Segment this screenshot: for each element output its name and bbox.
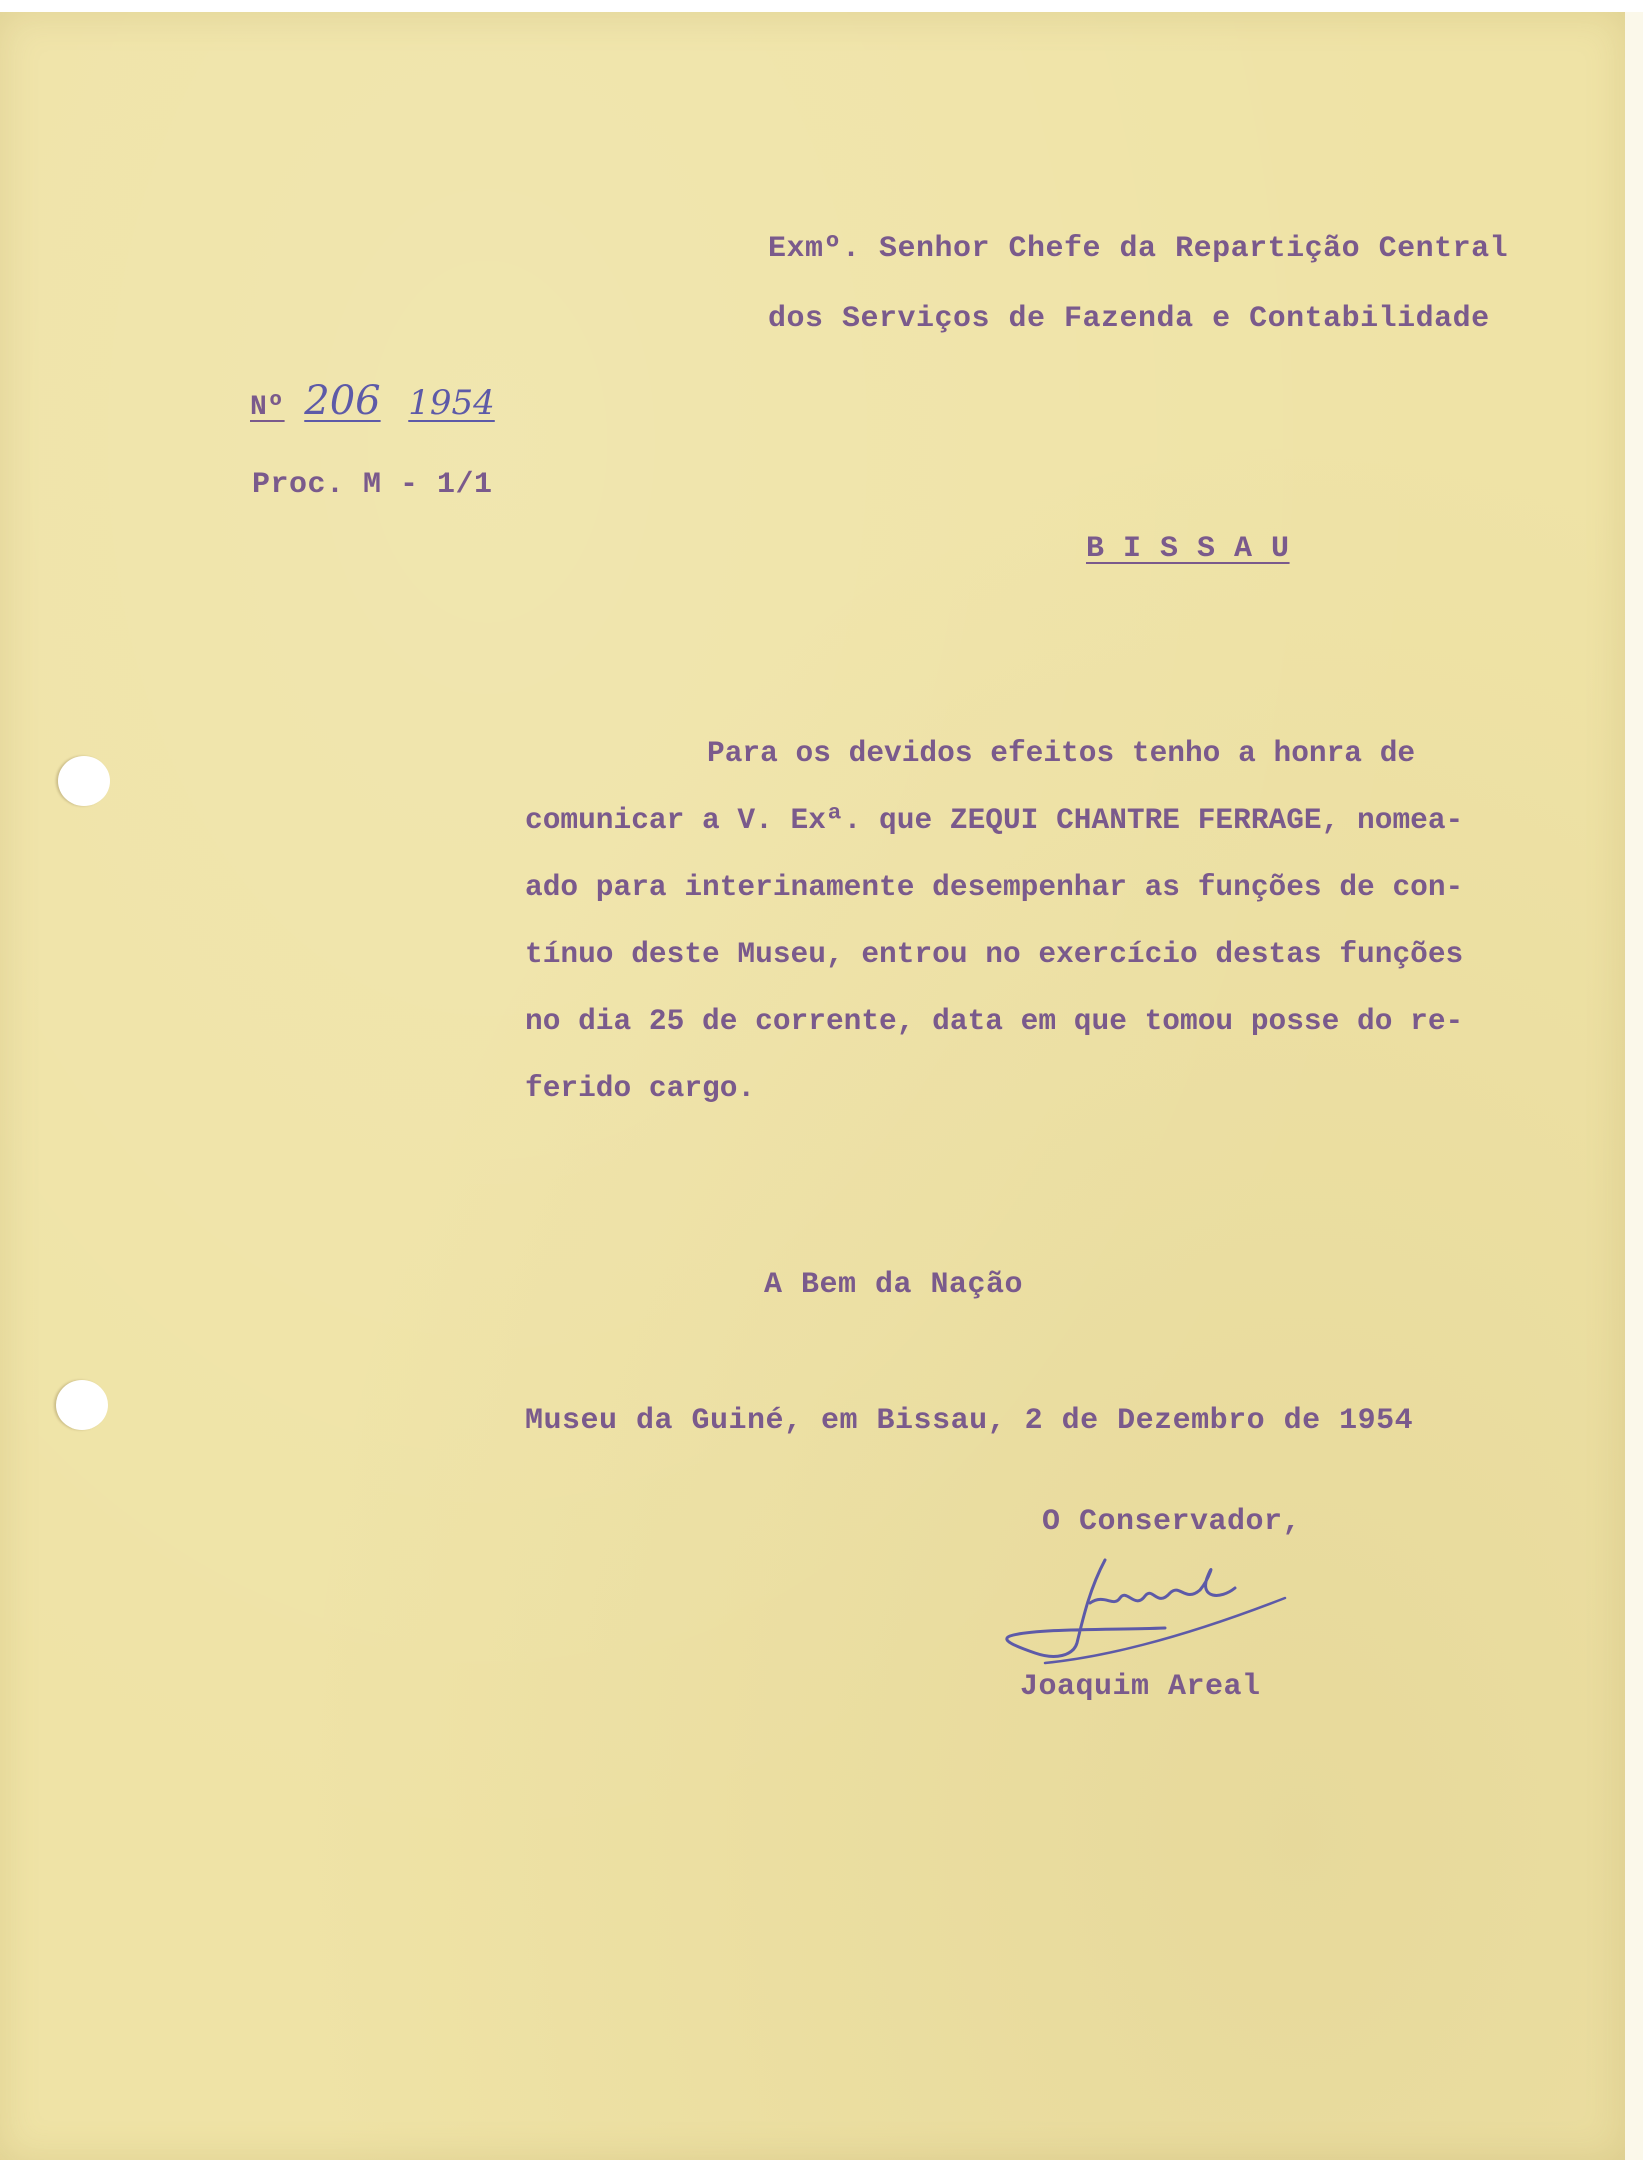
page-edge: [1625, 12, 1643, 2160]
reference-number-handwritten: 206: [304, 378, 381, 424]
addressee-line-1: Exmº. Senhor Chefe da Repartição Central: [768, 232, 1509, 266]
handwritten-signature: [995, 1548, 1315, 1682]
addressee-line-2: dos Serviços de Fazenda e Contabilidade: [768, 302, 1490, 336]
reference-number-prefix: Nº: [250, 392, 285, 423]
place-heading: B I S S A U: [1086, 532, 1290, 566]
body-line: tínuo deste Museu, entrou no exercício destas funções: [525, 937, 1464, 971]
body-line: Para os devidos efeitos tenho a honra de: [707, 736, 1416, 770]
closing-formula: A Bem da Nação: [764, 1268, 1024, 1302]
body-line: ado para interinamente desempenhar as funções de con-: [525, 870, 1464, 904]
body-line: no dia 25 de corrente, data em que tomou posse do re-: [525, 1004, 1464, 1038]
signatory-title: O Conservador,: [1042, 1505, 1302, 1539]
body-line: comunicar a V. Exª. que ZEQUI CHANTRE FERRAGE, nomea-: [525, 803, 1464, 837]
signatory-name: Joaquim Areal: [1020, 1670, 1261, 1704]
body-line: ferido cargo.: [525, 1071, 756, 1105]
reference-number: [250, 378, 495, 424]
punch-hole-top: [58, 756, 110, 806]
reference-year-handwritten: 1954: [408, 383, 495, 423]
process-reference: Proc. M - 1/1: [252, 468, 493, 502]
punch-hole-bottom: [56, 1380, 108, 1430]
date-line: Museu da Guiné, em Bissau, 2 de Dezembro de 1954: [525, 1404, 1414, 1438]
signature-scribble: [995, 1548, 1315, 1678]
